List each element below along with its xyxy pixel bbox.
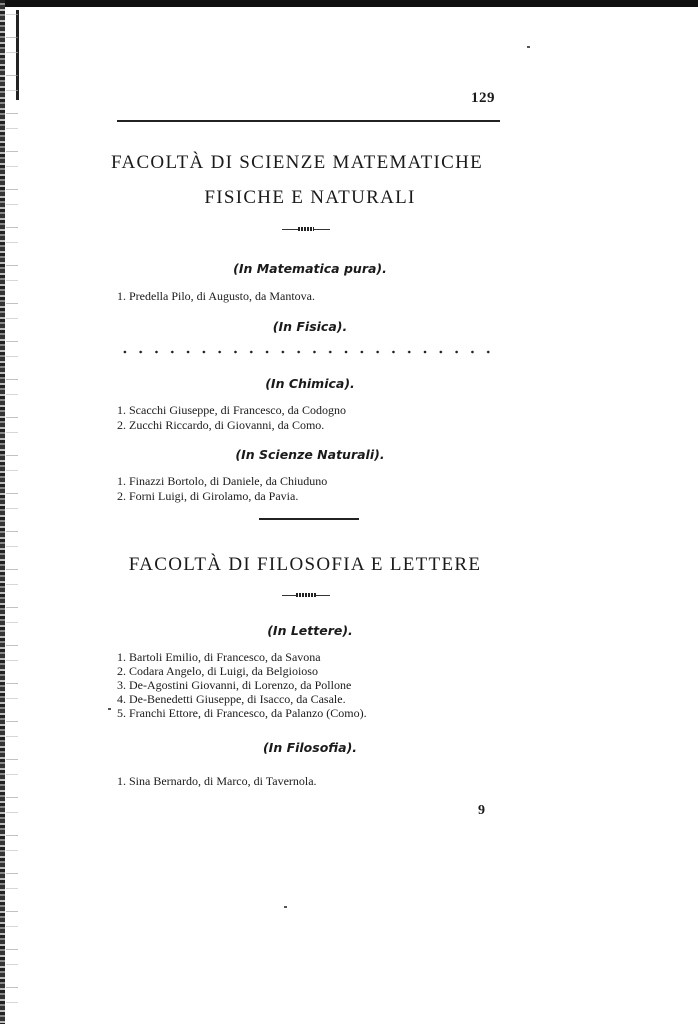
section-heading-filosofia: (In Filosofia). xyxy=(262,740,358,755)
faculty-title-line-1: FACOLTÀ DI SCIENZE MATEMATICHE xyxy=(110,152,484,173)
scan-speck xyxy=(527,46,530,48)
scan-speck xyxy=(108,708,111,710)
list-item: 1. Bartoli Emilio, di Francesco, da Savona xyxy=(117,650,321,664)
section-heading-matematica: (In Matematica pura). xyxy=(233,261,387,276)
ornament-divider xyxy=(282,226,330,232)
page-number: 129 xyxy=(471,90,495,106)
signature-number: 9 xyxy=(478,803,485,818)
list-item: 4. De-Benedetti Giuseppe, di Isacco, da Casale. xyxy=(117,692,346,706)
list-item: 1. Finazzi Bortolo, di Daniele, da Chiuduno xyxy=(117,474,328,488)
header-rule xyxy=(117,120,500,122)
list-item: 1. Scacchi Giuseppe, di Francesco, da Codogno xyxy=(117,403,346,417)
section-rule xyxy=(259,518,359,520)
scan-left-edge xyxy=(0,0,5,1024)
faculty-title-line-2: FISICHE E NATURALI xyxy=(204,187,416,208)
list-item: 1. Predella Pilo, di Augusto, da Mantova. xyxy=(117,289,315,303)
section-heading-fisica: (In Fisica). xyxy=(272,319,348,334)
faculty-title: FACOLTÀ DI FILOSOFIA E LETTERE xyxy=(128,554,482,575)
list-item: 1. Sina Bernardo, di Marco, di Tavernola. xyxy=(117,774,317,788)
scan-top-border xyxy=(0,0,698,7)
dotted-leader xyxy=(117,350,500,354)
list-item: 2. Forni Luigi, di Girolamo, da Pavia. xyxy=(117,489,299,503)
list-item: 3. De-Agostini Giovanni, di Lorenzo, da Pollone xyxy=(117,678,352,692)
list-item: 5. Franchi Ettore, di Francesco, da Palanzo (Como). xyxy=(117,706,367,720)
scan-speckle xyxy=(6,0,18,1024)
list-item: 2. Codara Angelo, di Luigi, da Belgioioso xyxy=(117,664,318,678)
ornament-divider xyxy=(282,592,330,598)
section-heading-lettere: (In Lettere). xyxy=(267,623,353,638)
section-heading-chimica: (In Chimica). xyxy=(265,376,355,391)
scan-speck xyxy=(284,906,287,908)
list-item: 2. Zucchi Riccardo, di Giovanni, da Como. xyxy=(117,418,325,432)
section-heading-scienze-naturali: (In Scienze Naturali). xyxy=(235,447,385,462)
